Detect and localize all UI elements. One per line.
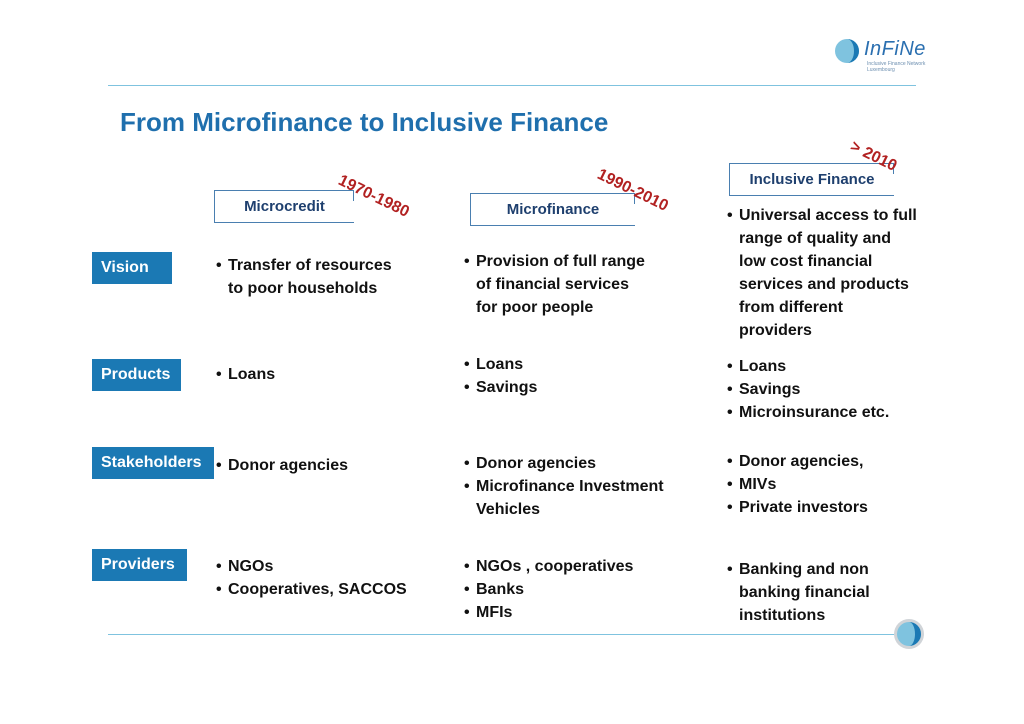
bullet-item xyxy=(727,558,987,627)
cell-stakeholders-inclusive-finance xyxy=(727,450,987,519)
row-label-stakeholders: Stakeholders xyxy=(92,447,214,479)
bullet-item xyxy=(464,555,714,578)
bullet-item xyxy=(216,578,446,601)
bullet-item xyxy=(464,601,714,624)
cell-products-microfinance xyxy=(464,353,714,399)
cell-providers-inclusive-finance xyxy=(727,558,987,627)
bullet-text: Loans xyxy=(476,356,524,373)
bullet-item xyxy=(464,376,714,399)
column-header-microcredit: Microcredit xyxy=(214,190,354,223)
bullet-text: Banking and non banking financial institutions xyxy=(739,561,870,624)
row-label-providers: Providers xyxy=(92,549,187,581)
bullet-text: Loans xyxy=(739,358,787,375)
cell-providers-microcredit xyxy=(216,555,446,601)
bullet-item xyxy=(216,454,446,477)
bullet-text: Universal access to full range of quality and low cost financial services and products from different providers xyxy=(739,207,917,339)
infine-logo-icon xyxy=(834,38,860,64)
bullet-text: Microfinance Investment Vehicles xyxy=(476,478,664,518)
bullet-text: Donor agencies xyxy=(476,455,597,472)
bullet-item xyxy=(464,475,714,521)
bullet-item xyxy=(464,250,714,319)
era-label-microcredit: 1970-1980 xyxy=(335,172,412,221)
infine-circle-icon xyxy=(893,618,925,650)
column-header-microfinance: Microfinance xyxy=(470,193,635,226)
bullet-item xyxy=(727,473,987,496)
bullet-text: Banks xyxy=(476,581,525,598)
bullet-text: MIVs xyxy=(739,476,777,493)
bullet-text: Provision of full range of financial services for poor people xyxy=(476,253,645,316)
cell-products-inclusive-finance xyxy=(727,355,987,424)
cell-vision-inclusive-finance xyxy=(727,204,987,342)
bullet-text: Savings xyxy=(476,379,538,396)
bullet-item xyxy=(727,401,987,424)
cell-stakeholders-microcredit xyxy=(216,454,446,477)
infine-logo xyxy=(834,38,944,78)
row-label-products: Products xyxy=(92,359,181,391)
bottom-rule xyxy=(108,634,898,635)
bullet-text: Transfer of resources to poor households xyxy=(228,257,392,297)
cell-products-microcredit xyxy=(216,363,446,386)
bullet-item xyxy=(216,254,446,300)
bullet-item xyxy=(727,355,987,378)
bullet-text: NGOs , cooperatives xyxy=(476,558,634,575)
bullet-text: Private investors xyxy=(739,499,868,516)
bullet-text: Donor agencies, xyxy=(739,453,864,470)
page-title: From Microfinance to Inclusive Finance xyxy=(120,107,609,137)
column-header-inclusive-finance: Inclusive Finance xyxy=(729,163,894,196)
cell-providers-microfinance xyxy=(464,555,714,624)
top-rule xyxy=(108,85,916,86)
bullet-text: NGOs xyxy=(228,558,274,575)
bullet-item xyxy=(727,378,987,401)
bullet-item xyxy=(216,363,446,386)
bullet-item xyxy=(727,204,987,342)
bullet-item xyxy=(727,450,987,473)
row-label-vision: Vision xyxy=(92,252,172,284)
bullet-item xyxy=(464,578,714,601)
bullet-text: Microinsurance etc. xyxy=(739,404,890,421)
cell-stakeholders-microfinance xyxy=(464,452,714,521)
era-label-microfinance: 1990-2010 xyxy=(594,166,671,215)
bullet-item xyxy=(464,452,714,475)
logo-wordmark: InFiNe xyxy=(864,38,926,60)
cell-vision-microfinance xyxy=(464,250,714,319)
bullet-item xyxy=(727,496,987,519)
era-label-inclusive-finance: > 2010 xyxy=(847,138,900,175)
cell-vision-microcredit xyxy=(216,254,446,300)
bullet-text: Savings xyxy=(739,381,801,398)
logo-subtitle: Inclusive Finance Network Luxembourg xyxy=(867,61,926,73)
bullet-item xyxy=(464,353,714,376)
bullet-text: MFIs xyxy=(476,604,513,621)
bullet-text: Cooperatives, SACCOS xyxy=(228,581,407,598)
bullet-text: Loans xyxy=(228,366,276,383)
bullet-item xyxy=(216,555,446,578)
bullet-text: Donor agencies xyxy=(228,457,349,474)
